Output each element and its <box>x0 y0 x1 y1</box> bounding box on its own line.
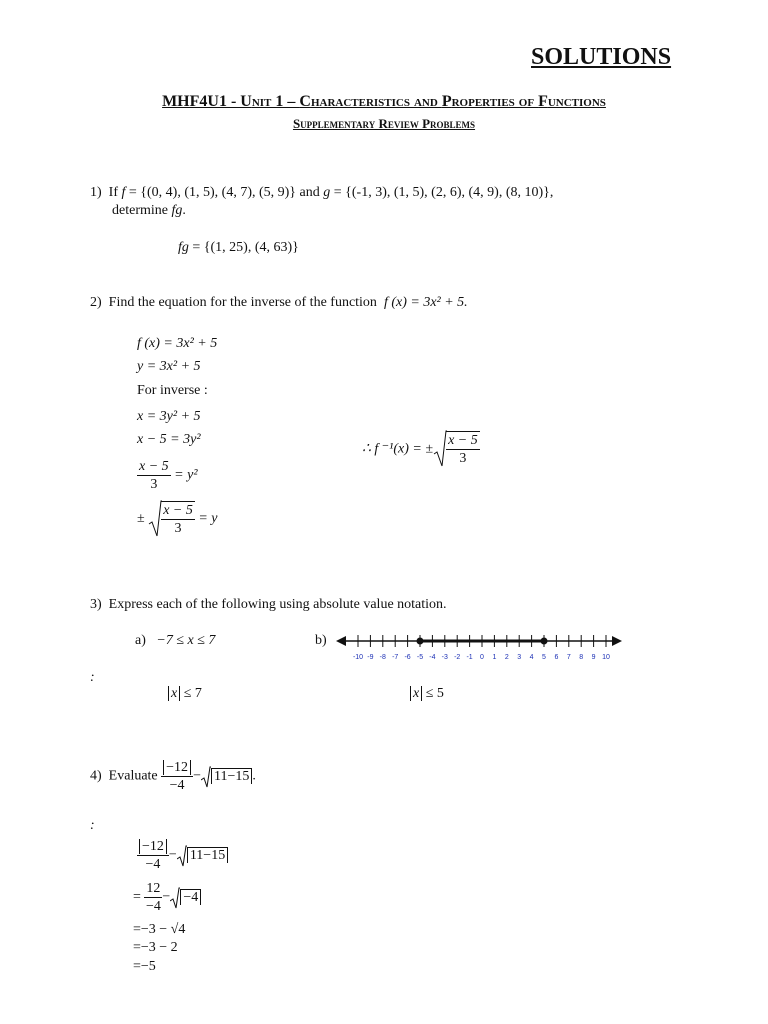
radical-sign <box>148 500 162 538</box>
q1-text: 1) If f = {(0, 4), (1, 5), (4, 7), (5, 9)} and g = {(-1, 3), (1, 5), (2, 6), (4, 9), (8, 10)}, <box>90 185 554 200</box>
subtitle: Supplementary Review Problems <box>292 116 476 131</box>
q3-text: 3) Express each of the following using absolute value notation. <box>90 597 447 612</box>
q4-step-2: = $\frac{12}{-4}$ − −4 <box>133 880 201 915</box>
q2-text: 2) Find the equation for the inverse of the function f (x) = 3x² + 5. <box>90 295 468 310</box>
course-title: MHF4U1 - Unit 1 – Characteristics and Properties of Functions <box>162 93 606 110</box>
tick-label: -3 <box>441 654 448 661</box>
right-arrow-icon <box>612 636 622 646</box>
q2-step-2: y = 3x² + 5 <box>137 359 201 374</box>
number-line <box>336 628 626 664</box>
tick-label: -10 <box>352 654 364 661</box>
tick-label: -1 <box>466 654 473 661</box>
tick-label: 8 <box>579 654 584 661</box>
radical-sign <box>201 766 211 788</box>
left-arrow-icon <box>336 636 346 646</box>
page-title: SOLUTIONS <box>531 44 672 70</box>
q2-step-1: f (x) = 3x² + 5 <box>137 336 218 351</box>
radical-sign <box>433 430 447 468</box>
tick-label: 9 <box>591 654 596 661</box>
q2-result: ∴ f ⁻¹(x) = ± $\frac{x - 5}{3}$ <box>362 430 480 468</box>
tick-label: 2 <box>504 654 509 661</box>
tick-label: 1 <box>492 654 497 661</box>
tick-label: 6 <box>554 654 559 661</box>
q4-text: 4) Evaluate $\frac{-12}{-4}$ − 11−15 . <box>90 760 256 793</box>
tick-label: -5 <box>416 654 424 661</box>
tick-label: 10 <box>602 654 610 661</box>
tick-label: -4 <box>429 654 436 661</box>
q3a-label: a) −7 ≤ x ≤ 7 <box>135 633 216 648</box>
q4-colon: : <box>90 818 95 833</box>
tick-label: -2 <box>454 654 461 661</box>
radical-sign <box>170 887 180 909</box>
q4-step-1: $\frac{-12}{-4}$ − 11−15 <box>137 838 228 873</box>
q2-step-6: $\frac{x - 5}{3}$ = y² <box>139 459 198 492</box>
tick-label: 0 <box>480 654 484 661</box>
tick-label: -8 <box>379 654 386 661</box>
tick-label: 7 <box>566 654 571 661</box>
tick-label: -6 <box>404 654 411 661</box>
q3a-answer: x ≤ 7 <box>168 686 202 702</box>
q1-text-line2: determine fg. <box>112 203 186 218</box>
q4-step-5: =−5 <box>133 959 156 974</box>
tick-label: -7 <box>392 654 399 661</box>
tick-label: 3 <box>517 654 522 661</box>
q3b-label: b) <box>315 633 327 648</box>
q2-step-5: x − 5 = 3y² <box>137 432 201 447</box>
closed-endpoint-left <box>417 638 424 645</box>
q4-step-3: =−3 − √4 <box>133 922 186 937</box>
q3b-answer: x ≤ 5 <box>410 686 444 702</box>
q4-step-4: =−3 − 2 <box>133 940 178 955</box>
tick-label: -9 <box>367 654 374 661</box>
radical-sign <box>177 845 187 867</box>
q1-answer: fg = {(1, 25), (4, 63)} <box>178 240 299 255</box>
q2-step-3: For inverse : <box>137 383 208 398</box>
closed-endpoint-right <box>541 638 548 645</box>
tick-label: 4 <box>529 654 534 661</box>
q2-step-7: ± $\frac{x - 5}{3}$ = y <box>137 500 218 538</box>
q2-step-4: x = 3y² + 5 <box>137 409 201 424</box>
tick-label: 5 <box>542 654 546 661</box>
q3-colon: : <box>90 670 95 685</box>
